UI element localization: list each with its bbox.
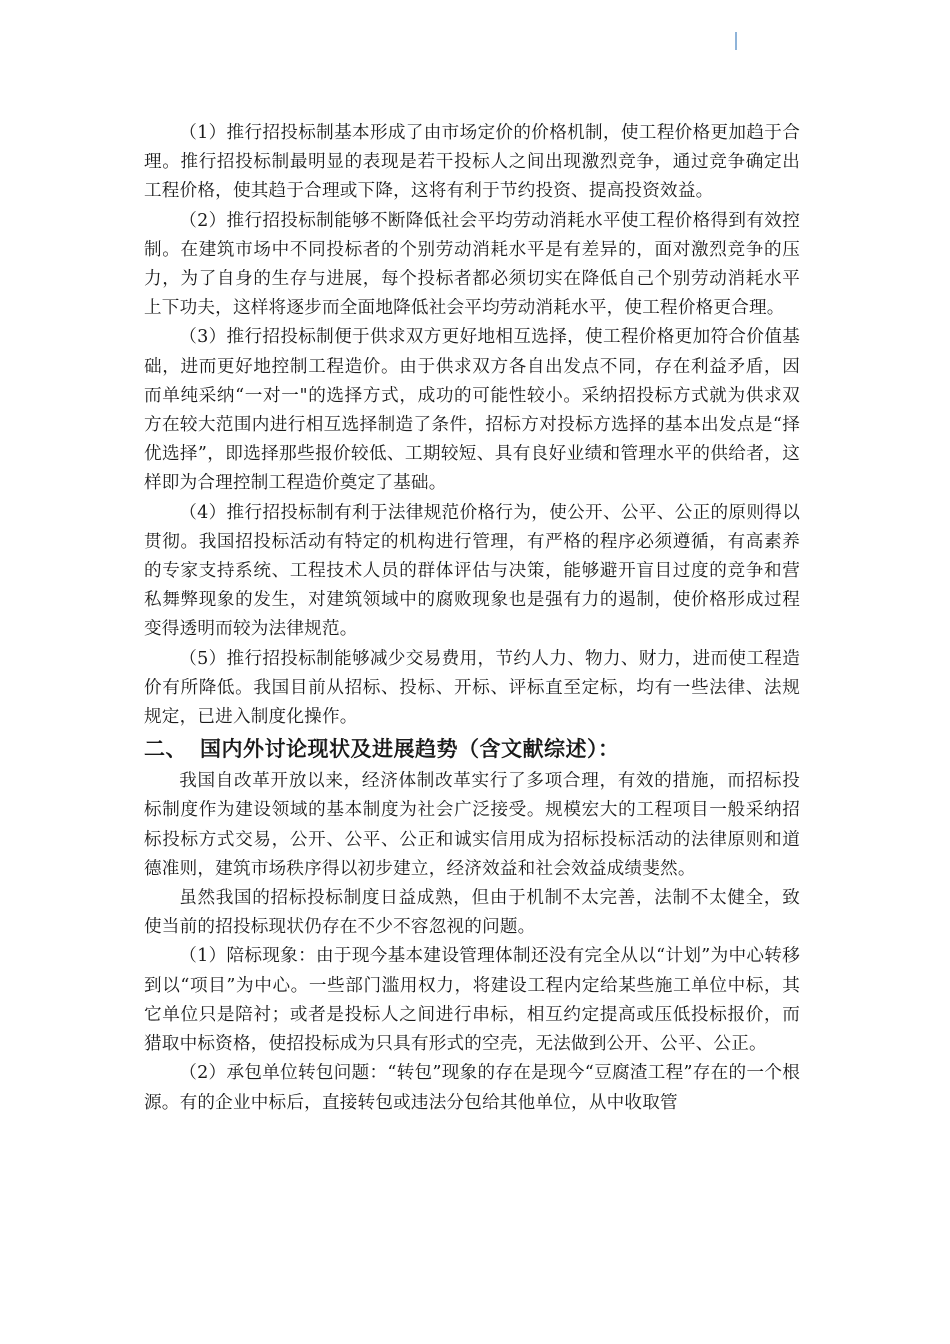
paragraph: （4）推行招投标制有利于法律规范价格行为，使公开、公平、公正的原则得以贯彻。我国招投标活动有特定的机构进行管理，有严格的程序必须遵循，有高素养的专家支持系统、工程技术人员的群体评估与决策，能够避开盲目过度的竞争和营私舞弊现象的发生，对建筑领域中的腐败现象也是强有力的遏制，使价格形成过程变得透明而较为法律规范。	[144, 502, 800, 640]
paragraph: （3）推行招投标制便于供求双方更好地相互选择，使工程价格更加符合价值基础，进而更好地控制工程造价。由于供求双方各自出发点不同，存在利益矛盾，因而单纯采纳“一对一"的选择方式，成功的可能性较小。采纳招投标方式就为供求双方在较大范围内进行相互选择制造了条件，招标方对投标方选择的基本出发点是“择优选择”，即选择那些报价较低、工期较短、具有良好业绩和管理水平的供给者，这样即为合理控制工程造价奠定了基础。	[144, 327, 800, 494]
header-mark	[735, 32, 737, 50]
paragraph: （2）推行招投标制能够不断降低社会平均劳动消耗水平使工程价格得到有效控制。在建筑市场中不同投标者的个别劳动消耗水平是有差异的，面对激烈竞争的压力，为了自身的生存与进展，每个投标者都必须切实在降低自己个别劳动消耗水平上下功夫，这样将逐步而全面地降低社会平均劳动消耗水平，使工程价格更合理。	[144, 210, 800, 319]
paragraph: 虽然我国的招标投标制度日益成熟，但由于机制不太完善，法制不太健全，致使当前的招投标现状仍存在不少不容忽视的问题。	[144, 888, 800, 938]
paragraph: （5）推行招投标制能够减少交易费用，节约人力、物力、财力，进而使工程造价有所降低。我国目前从招标、投标、开标、评标直至定标，均有一些法律、法规规定，已进入制度化操作。	[144, 648, 800, 728]
section-title: 国内外讨论现状及进展趋势（含文献综述）：	[200, 736, 620, 762]
section-number: 二、	[144, 736, 187, 762]
paragraph: （1）推行招投标制基本形成了由市场定价的价格机制，使工程价格更加趋于合理。推行招投标制最明显的表现是若干投标人之间出现激烈竞争，通过竞争确定出工程价格，使其趋于合理或下降，这将有利于节约投资、提高投资效益。	[144, 123, 800, 202]
section-heading	[144, 734, 800, 764]
paragraph: （1）陪标现象：由于现今基本建设管理体制还没有完全从以“计划”为中心转移到以“项目”为中心。一些部门滥用权力，将建设工程内定给某些施工单位中标，其它单位只是陪衬；或者是投标人之间进行串标，相互约定提高或压低投标报价，而猎取中标资格，使招投标成为只具有形式的空壳，无法做到公开、公平、公正。	[144, 946, 800, 1055]
paragraph: （2）承包单位转包问题：“转包”现象的存在是现今“豆腐渣工程”存在的一个根源。有的企业中标后，直接转包或违法分包给其他单位，从中收取管	[144, 1063, 800, 1113]
paragraph: 我国自改革开放以来，经济体制改革实行了多项合理，有效的措施，而招标投标制度作为建设领域的基本制度为社会广泛接受。规模宏大的工程项目一般采纳招标投标方式交易，公开、公平、公正和诚实信用成为招标投标活动的法律原则和道德准则，建筑市场秩序得以初步建立，经济效益和社会效益成绩斐然。	[144, 771, 800, 879]
document-body	[144, 119, 800, 1118]
